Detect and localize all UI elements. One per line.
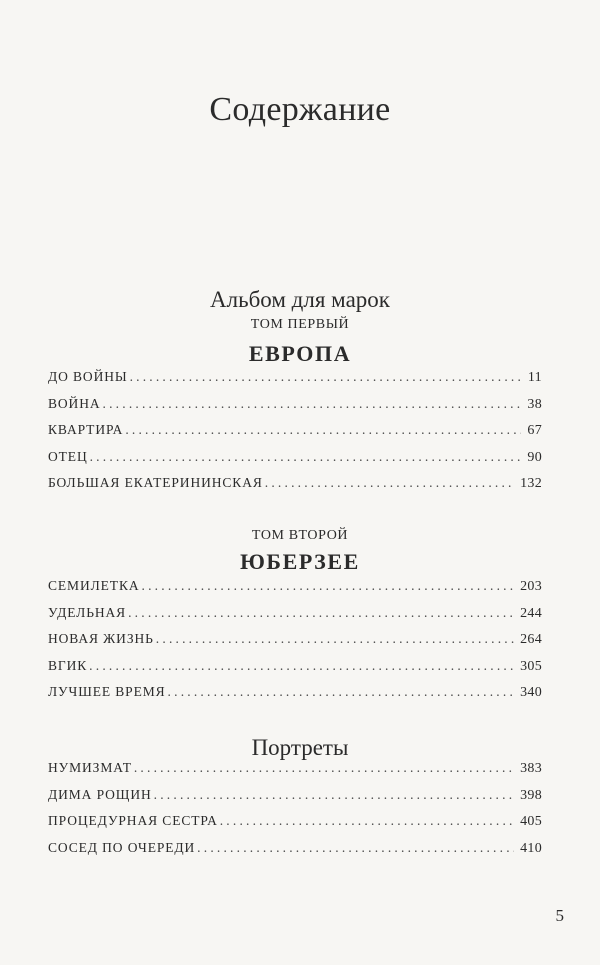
toc-entry[interactable] [48,840,542,867]
album-title: Альбом для марок [210,287,390,312]
dot-leader [128,605,514,621]
toc-entry[interactable] [48,787,542,814]
toc-entry[interactable] [48,813,542,840]
toc-entry-page: 383 [520,761,542,776]
volume1-label: ТОМ ПЕРВЫЙ [250,317,350,332]
dot-leader [154,787,514,803]
portraits-title: Портреты [251,735,349,760]
toc-entry-title: ДИМА РОЩИН [48,786,152,802]
dot-leader [125,422,521,438]
toc-entry-title: НОВАЯ ЖИЗНЬ [48,631,154,646]
toc-entry-page: 405 [520,814,542,829]
volume1-title: ЕВРОПА [248,341,352,366]
toc-entry-title: НУМИЗМАТ [48,760,132,775]
toc-entry-title: ОТЕЦ [48,448,88,464]
toc-entry-page: 203 [520,579,542,594]
page-number: 5 [555,906,564,925]
toc-entry-title: ЛУЧШЕЕ ВРЕМЯ [48,684,166,699]
toc-entry-title: УДЕЛЬНАЯ [48,604,127,620]
dot-leader [103,396,522,412]
toc-entry-page: 11 [527,370,542,385]
volume1-toc [48,369,542,502]
dot-leader [220,813,514,829]
volume2-label: ТОМ ВТОРОЙ [251,528,349,543]
toc-entry[interactable] [48,578,542,605]
toc-entry-title: ПРОЦЕДУРНАЯ СЕСТРА [48,813,218,828]
toc-entry-page: 305 [520,658,542,674]
toc-entry[interactable] [48,475,542,502]
toc-entry-title: СОСЕД ПО ОЧЕРЕДИ [48,839,196,855]
toc-entry-page: 398 [520,787,542,803]
toc-entry-page: 340 [520,685,542,700]
toc-entry[interactable] [48,658,542,685]
toc-entry[interactable] [48,369,542,396]
volume2-toc [48,578,542,711]
toc-entry-page: 90 [527,449,542,465]
toc-entry-title: СЕМИЛЕТКА [48,578,140,593]
toc-entry-page: 264 [520,632,542,647]
toc-entry-page: 132 [520,476,542,491]
dot-leader [90,449,522,465]
toc-entry-page: 244 [520,605,542,621]
dot-leader [134,760,514,776]
toc-entry-title: ВГИК [48,657,88,673]
dot-leader [265,475,514,491]
toc-entry-title: ВОЙНА [48,395,101,411]
volume2-title: ЮБЕРЗЕЕ [240,549,360,574]
portraits-toc [48,760,542,866]
dot-leader [130,369,522,385]
toc-entry[interactable] [48,684,542,711]
toc-entry-page: 410 [520,840,542,856]
toc-entry-title: КВАРТИРА [48,422,124,437]
dot-leader [156,631,514,647]
toc-entry[interactable] [48,605,542,632]
toc-entry-title: БОЛЬШАЯ ЕКАТЕРИНИНСКАЯ [48,475,263,490]
dot-leader [197,840,514,856]
page-title: Содержание [209,91,391,128]
toc-entry-page: 38 [527,396,542,412]
dot-leader [142,578,515,594]
dot-leader [89,658,514,674]
toc-entry[interactable] [48,631,542,658]
toc-entry[interactable] [48,422,542,449]
toc-entry[interactable] [48,760,542,787]
toc-entry[interactable] [48,396,542,423]
toc-entry-title: ДО ВОЙНЫ [48,369,128,384]
toc-entry[interactable] [48,449,542,476]
toc-entry-page: 67 [527,423,542,438]
dot-leader [168,684,515,700]
